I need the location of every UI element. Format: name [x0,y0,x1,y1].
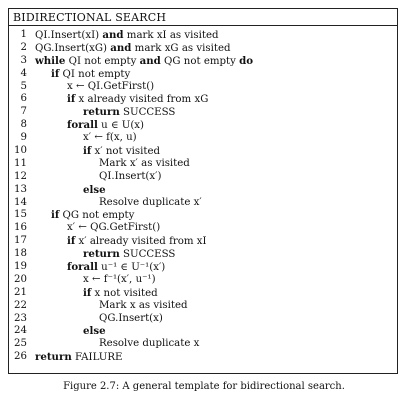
line-code: if x′ already visited from xI [67,235,207,248]
algorithm-line [9,158,397,171]
line-number: 3 [20,54,27,66]
line-code: return FAILURE [35,351,123,364]
algorithm-line [9,300,397,313]
line-code: if x not visited [83,286,158,299]
title-rule [9,25,397,26]
line-number: 11 [14,157,27,169]
line-number: 21 [14,286,27,298]
line-number: 9 [20,132,27,144]
algorithm-line [9,261,397,274]
line-code: Mark x′ as visited [99,157,190,169]
algorithm-line [9,29,397,42]
line-number: 24 [14,325,27,337]
line-code: if QI not empty [51,67,131,80]
line-code: QI.Insert(x′) [99,170,162,182]
line-number: 23 [14,312,27,324]
line-code: Mark x as visited [99,299,188,311]
line-number: 17 [14,235,27,247]
algorithm-line [9,197,397,210]
line-code: return SUCCESS [83,248,176,261]
line-code: if x already visited from xG [67,93,209,106]
algorithm-line [9,274,397,287]
line-code: x′ ← f(x, u) [83,132,137,144]
line-code: if x′ not visited [83,145,161,158]
line-number: 26 [14,351,27,363]
algorithm-line [9,119,397,132]
line-number: 12 [14,170,27,182]
line-number: 1 [20,29,27,40]
algorithm-line [9,132,397,145]
line-code: x′ ← QG.GetFirst() [67,222,161,234]
algorithm-box [8,8,398,374]
algorithm-line [9,338,397,351]
figure-caption: Figure 2.7: A general template for bidirectional search. [63,381,345,392]
line-number: 13 [14,183,27,195]
line-number: 15 [14,209,27,221]
line-code: Resolve duplicate x′ [99,196,202,208]
line-code: QG.Insert(xG) and mark xG as visited [35,41,231,54]
algorithm-lines [9,29,397,364]
algorithm-line [9,248,397,261]
line-number: 19 [14,261,27,273]
line-number: 2 [20,41,27,53]
algorithm-line [9,42,397,55]
algorithm-line [9,55,397,68]
line-number: 22 [14,299,27,311]
line-number: 10 [14,145,27,157]
line-number: 16 [14,222,27,234]
line-code: else [83,325,106,338]
algorithm-line [9,287,397,300]
algorithm-line [9,184,397,197]
line-number: 8 [20,119,27,131]
line-code: forall u ∈ U(x) [67,119,145,132]
line-code: QI.Insert(xI) and mark xI as visited [35,29,219,41]
algorithm-line [9,325,397,338]
algorithm-line [9,68,397,81]
algorithm-line [9,313,397,326]
line-number: 4 [20,67,27,79]
line-code: Resolve duplicate x [99,338,200,350]
algorithm-line [9,106,397,119]
line-number: 25 [14,338,27,350]
algorithm-title: BIDIRECTIONAL SEARCH [13,11,167,24]
algorithm-line [9,222,397,235]
line-number: 18 [14,248,27,260]
algorithm-line [9,171,397,184]
line-code: while QI not empty and QG not empty do [35,54,254,67]
algorithm-line [9,93,397,106]
line-code: return SUCCESS [83,106,176,119]
line-code: if QG not empty [51,209,135,222]
line-code: forall u⁻¹ ∈ U⁻¹(x′) [67,261,166,274]
line-code: x ← QI.GetFirst() [67,80,155,92]
algorithm-line [9,235,397,248]
line-number: 5 [20,80,27,92]
algorithm-line [9,351,397,364]
algorithm-line [9,145,397,158]
line-number: 14 [14,196,27,208]
line-code: QG.Insert(x) [99,312,163,324]
line-number: 7 [20,106,27,118]
line-number: 20 [14,273,27,285]
algorithm-line [9,81,397,94]
algorithm-line [9,209,397,222]
line-code: else [83,183,106,196]
line-number: 6 [20,93,27,105]
line-code: x ← f⁻¹(x′, u⁻¹) [83,273,156,285]
